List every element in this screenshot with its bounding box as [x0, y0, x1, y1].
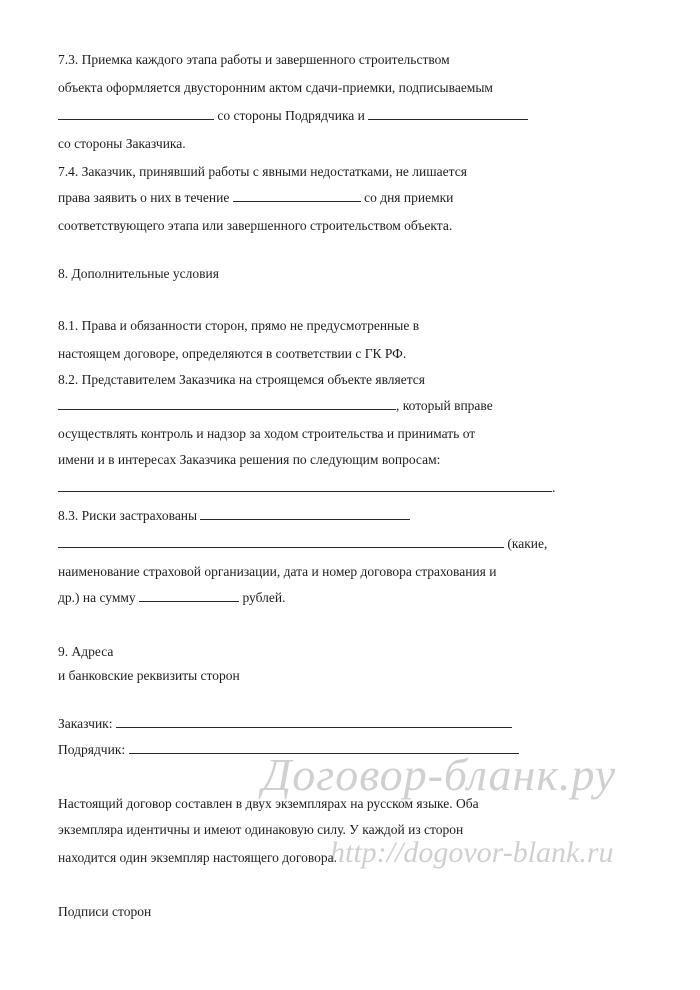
clause-8-3-line-1: [58, 508, 410, 524]
clause-8-3-line-2: [58, 536, 547, 552]
clause-7-4-text-b: со дня приемки: [360, 190, 454, 205]
section-8-heading: 8. Дополнительные условия: [58, 266, 219, 281]
clause-8-2-line-2: [58, 398, 493, 414]
clause-8-1-line-1: 8.1. Права и обязанности сторон, прямо не предусмотренные в: [58, 318, 420, 333]
clause-8-2-line-3: осуществлять контроль и надзор за ходом строительства и принимать от: [58, 426, 476, 441]
clause-7-3-line-4: со стороны Заказчика.: [58, 136, 186, 151]
clause-7-4-text-a: права заявить о них в течение: [58, 190, 233, 205]
clause-7-4-line-1: 7.4. Заказчик, принявший работы с явными недостатками, не лишается: [58, 164, 467, 179]
clause-8-3-text: 8.3. Риски застрахованы: [58, 508, 201, 523]
clause-8-3-sum-text: др.) на сумму: [58, 590, 140, 605]
clause-7-3-line-3: [58, 108, 528, 124]
blank-field-insured-sum[interactable]: [139, 590, 239, 602]
clause-8-3-line-4: [58, 590, 285, 606]
clause-8-1-line-2: настоящем договоре, определяются в соответствии с ГК РФ.: [58, 346, 407, 361]
section-9-heading-line-1: 9. Адреса: [58, 644, 114, 659]
blank-field-claim-period[interactable]: [233, 190, 361, 202]
clause-8-2-line-5: [58, 480, 555, 496]
blank-field-customer-representative[interactable]: [58, 398, 396, 410]
clause-7-3-mid-text: со стороны Подрядчика и: [214, 108, 369, 123]
blank-field-representative-powers[interactable]: [58, 480, 552, 492]
clause-7-4-line-2: [58, 190, 453, 206]
contractor-label: Подрядчик:: [58, 742, 129, 757]
blank-field-contractor-signer[interactable]: [58, 108, 214, 120]
contractor-details-row: [58, 742, 519, 758]
section-9-heading-line-2: и банковские реквизиты сторон: [58, 668, 240, 683]
customer-details-row: [58, 716, 512, 732]
blank-field-customer-details[interactable]: [116, 716, 512, 728]
clause-7-3-line-1: 7.3. Приемка каждого этапа работы и завершенного строительством: [58, 52, 450, 67]
watermark-url: http://dogovor-blank.ru: [330, 836, 614, 869]
customer-label: Заказчик:: [58, 716, 116, 731]
signatures-heading: Подписи сторон: [58, 904, 152, 919]
clause-8-3-line-3: наименование страховой организации, дата и номер договора страхования и: [58, 564, 497, 579]
blank-field-insurance-details[interactable]: [58, 536, 504, 548]
closing-line-2: экземпляра идентичны и имеют одинаковую силу. У каждой из сторон: [58, 822, 464, 837]
clause-8-2-line-4: имени и в интересах Заказчика решения по следующим вопросам:: [58, 452, 441, 467]
clause-7-3-line-2: объекта оформляется двусторонним актом сдачи-приемки, подписываемым: [58, 80, 493, 95]
blank-field-customer-signer[interactable]: [368, 108, 528, 120]
watermark-logo: Договор-бланк.ру: [262, 749, 617, 800]
blank-field-contractor-details[interactable]: [129, 742, 519, 754]
clause-8-2-line-1: 8.2. Представителем Заказчика на строящемся объекте является: [58, 372, 426, 387]
clause-7-4-line-3: соответствующего этапа или завершенного строительством объекта.: [58, 218, 453, 233]
clause-8-2-period: .: [552, 480, 556, 495]
clause-8-2-tail: , который вправе: [396, 398, 493, 413]
blank-field-insured-risks[interactable]: [200, 508, 410, 520]
clause-8-3-currency: рублей.: [239, 590, 286, 605]
closing-line-3: находится один экземпляр настоящего договора.: [58, 850, 338, 865]
closing-line-1: Настоящий договор составлен в двух экземплярах на русском языке. Оба: [58, 796, 479, 811]
clause-8-3-tail: (какие,: [504, 536, 548, 551]
